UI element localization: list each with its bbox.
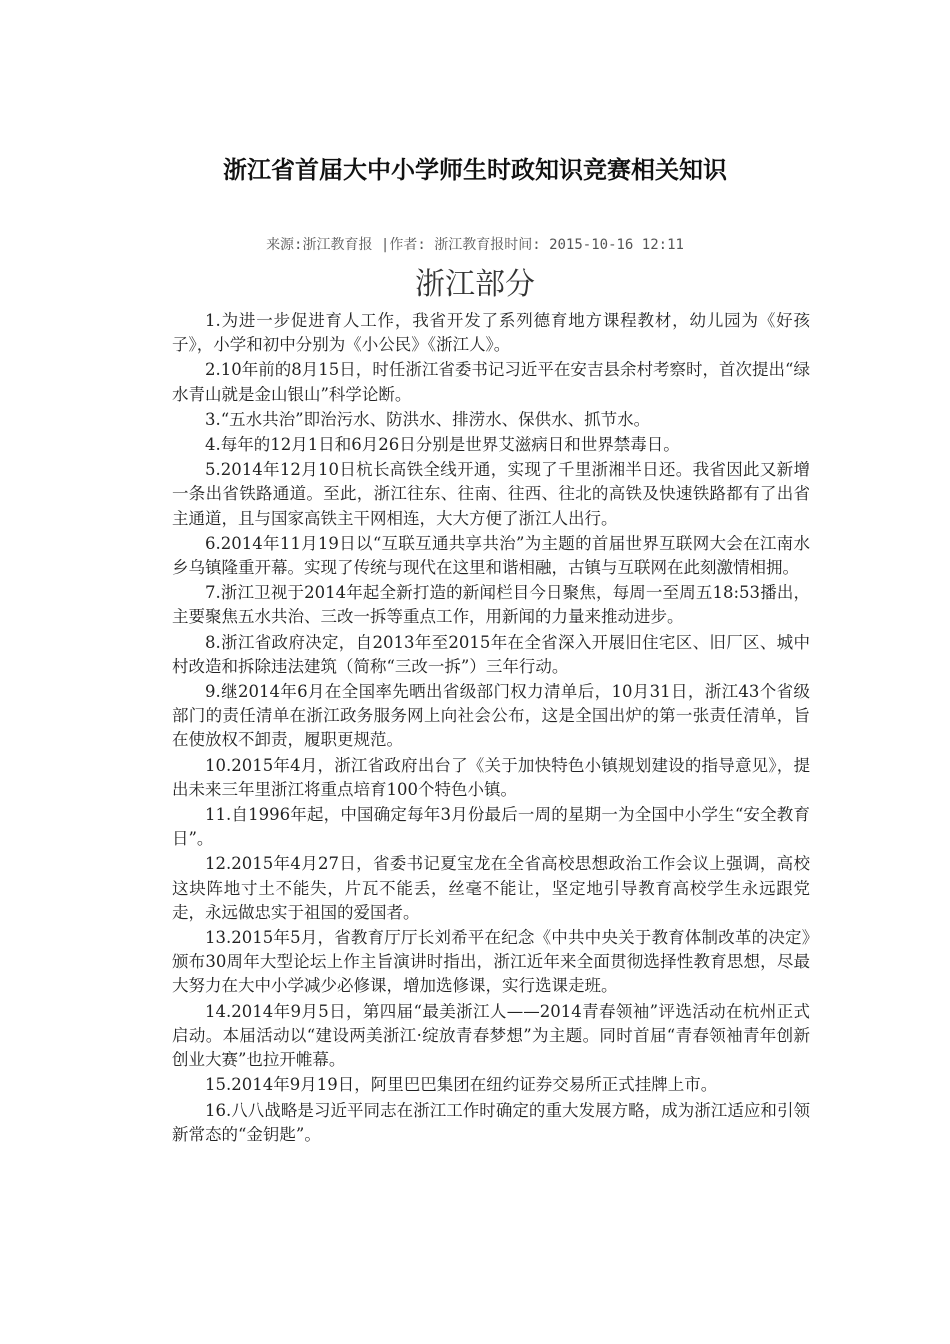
document-title: 浙江省首届大中小学师生时政知识竞赛相关知识	[223, 156, 727, 184]
list-item: 8.浙江省政府决定，自2013年至2015年在全省深入开展旧住宅区、旧厂区、城中村改造和拆除违法建筑（简称“三改一拆”）三年行动。	[172, 632, 810, 676]
list-item: 6.2014年11月19日以“互联互通共享共治”为主题的首届世界互联网大会在江南水乡乌镇隆重开幕。实现了传统与现代在这里和谐相融，古镇与互联网在此刻激情相拥。	[172, 533, 810, 578]
section-heading: 浙江部分	[415, 267, 535, 302]
list-item: 15.2014年9月19日，阿里巴巴集团在纽约证券交易所正式挂牌上市。	[205, 1075, 718, 1095]
list-item: 1.为进一步促进育人工作，我省开发了系列德育地方课程教材，幼儿园为《好孩子》，小学和初中分别为《小公民》《浙江人》。	[172, 311, 810, 355]
list-item: 10.2015年4月，浙江省政府出台了《关于加快特色小镇规划建设的指导意见》，提出未来三年里浙江将重点培育100个特色小镇。	[172, 755, 810, 799]
list-item: 2.10年前的8月15日，时任浙江省委书记习近平在安吉县余村考察时，首次提出“绿水青山就是金山银山”科学论断。	[172, 360, 810, 404]
list-item: 3.“五水共治”即治污水、防洪水、排涝水、保供水、抓节水。	[205, 409, 651, 429]
article-meta: 来源:浙江教育报 |作者: 浙江教育报时间: 2015-10-16 12:11	[266, 237, 684, 253]
knowledge-list	[172, 309, 810, 1148]
list-item: 13.2015年5月，省教育厅厅长刘希平在纪念《中共中央关于教育体制改革的决定》颁布30周年大型论坛上作主旨演讲时指出，浙江近年来全面贯彻选择性教育思想，尽最大努力在大中小学减少必修课，增加选修课，实行选课走班。	[172, 928, 810, 996]
list-item: 12.2015年4月27日，省委书记夏宝龙在全省高校思想政治工作会议上强调，高校这块阵地寸土不能失，片瓦不能丢，丝毫不能让，坚定地引导教育高校学生永远跟党走，永远做忠实于祖国的爱国者。	[172, 854, 810, 922]
list-item: 7.浙江卫视于2014年起全新打造的新闻栏目今日聚焦，每周一至周五18:53播出，主要聚焦五水共治、三改一拆等重点工作，用新闻的力量来推动进步。	[172, 583, 810, 627]
list-item: 5.2014年12月10日杭长高铁全线开通，实现了千里浙湘半日还。我省因此又新增一条出省铁路通道。至此，浙江往东、往南、往西、往北的高铁及快速铁路都有了出省主通道，且与国家高铁主干网相连，大大方便了浙江人出行。	[172, 460, 810, 528]
list-item: 11.自1996年起，中国确定每年3月份最后一周的星期一为全国中小学生“安全教育日”。	[172, 805, 810, 849]
list-item: 16.八八战略是习近平同志在浙江工作时确定的重大发展方略，成为浙江适应和引领新常态的“金钥匙”。	[172, 1100, 810, 1144]
list-item: 4.每年的12月1日和6月26日分别是世界艾滋病日和世界禁毒日。	[205, 435, 680, 455]
list-item: 14.2014年9月5日，第四届“最美浙江人——2014青春领袖”评选活动在杭州正式启动。本届活动以“建设两美浙江·绽放青春梦想”为主题。同时首届“青春领袖青年创新创业大赛”也拉开帷幕。	[172, 1001, 810, 1070]
list-item: 9.继2014年6月在全国率先晒出省级部门权力清单后，10月31日，浙江43个省级部门的责任清单在浙江政务服务网上向社会公布，这是全国出炉的第一张责任清单，旨在使放权不卸责，履职更规范。	[172, 682, 810, 750]
